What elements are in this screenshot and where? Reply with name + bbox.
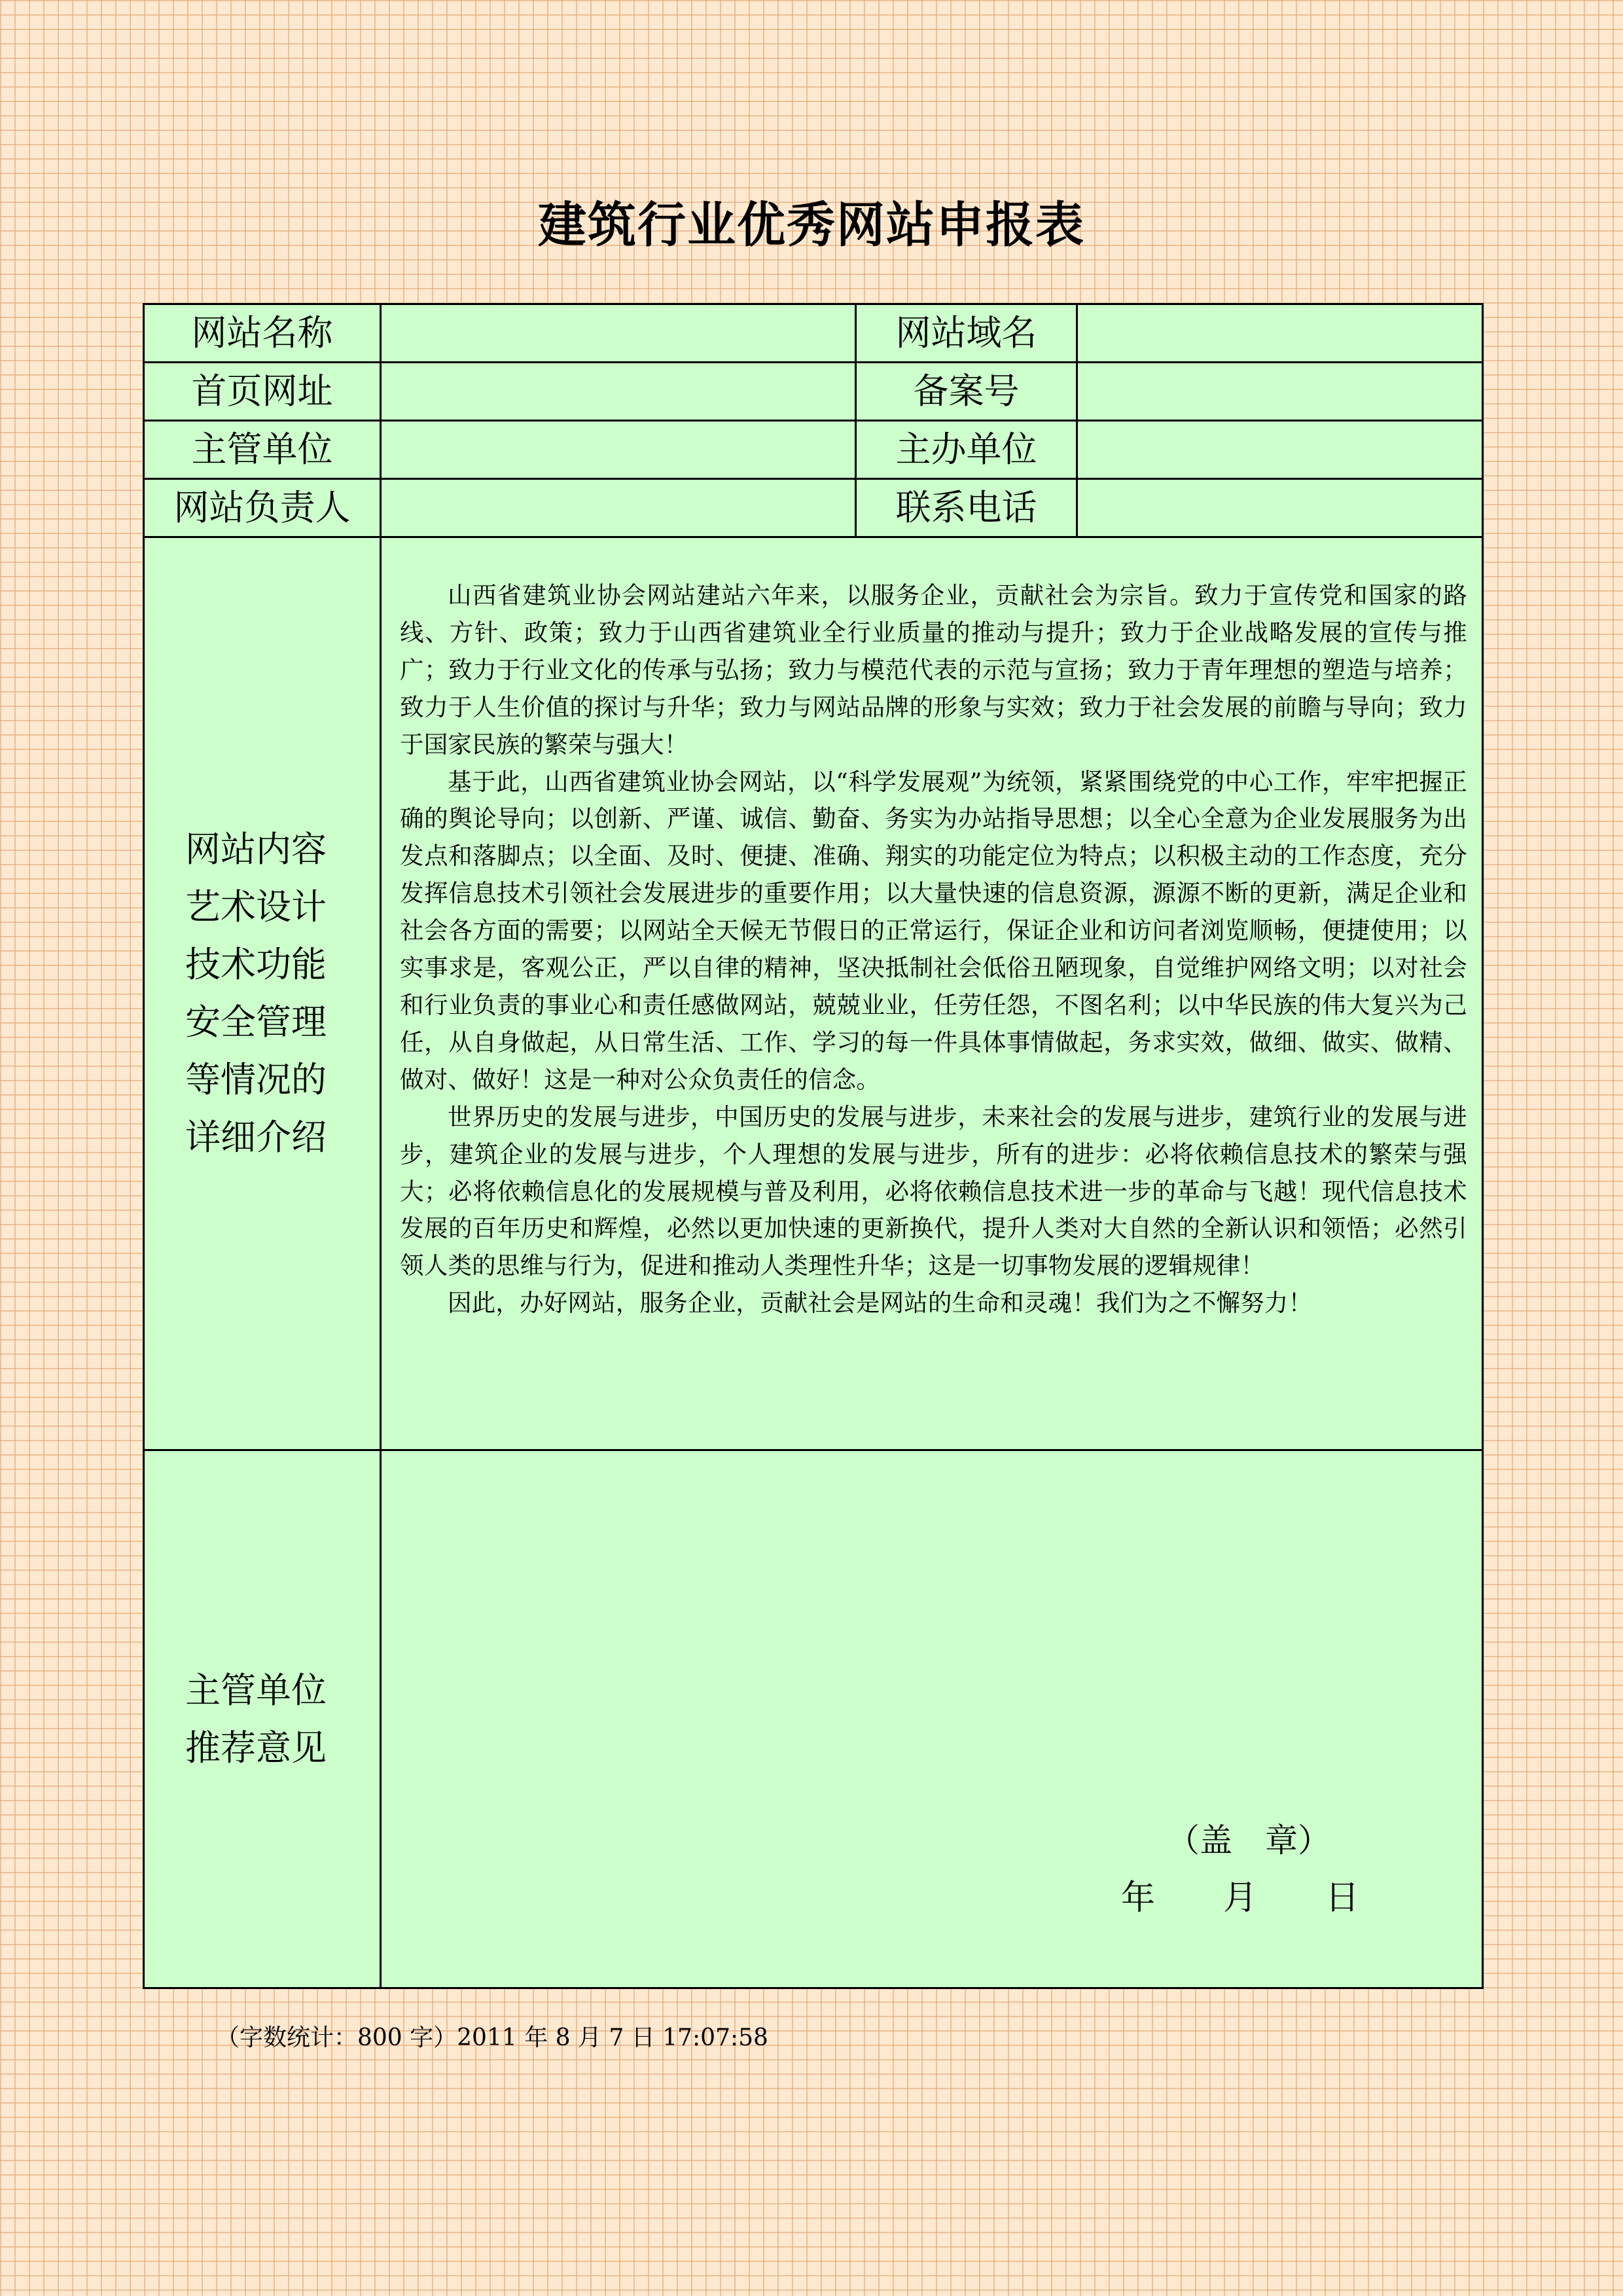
word-count-footer: （字数统计：800 字）2011 年 8 月 7 日 17:07:58 [216,2024,768,2051]
form-row [144,421,1483,479]
record-number-field[interactable] [1077,363,1483,421]
date-placeholder: 年 月 日 [1121,1878,1360,1918]
record-number-label: 备案号 [856,363,1077,421]
intro-label [144,537,381,1450]
intro-label-line: 技术功能 [185,944,327,985]
intro-label-line: 等情况的 [185,1059,327,1100]
form-row [144,363,1483,421]
recommend-row [144,1450,1483,1988]
site-manager-label: 网站负责人 [144,479,381,537]
intro-paragraph: 山西省建筑业协会网站建站六年来，以服务企业，贡献社会为宗旨。致力于宣传党和国家的路线、方针、政策；致力于山西省建筑业全行业质量的推动与提升；致力于企业战略发展的宣传与推广；致力于行业文化的传承与弘扬；致力与模范代表的示范与宣扬；致力于青年理想的塑造与培养；致力于人生价值的探讨与升华；致力与网站品牌的形象与实效；致力于社会发展的前瞻与导向；致力于国家民族的繁荣与强大！ [400,581,1467,759]
intro-content[interactable] [381,537,1483,1450]
stamp-placeholder: （盖 章） [1167,1821,1330,1859]
homepage-url-label: 首页网址 [144,363,381,421]
host-unit-field[interactable] [1077,421,1483,479]
page-title: 建筑行业优秀网站申报表 [538,197,1085,253]
supervisor-unit-field[interactable] [381,421,856,479]
intro-paragraph: 世界历史的发展与进步，中国历史的发展与进步，未来社会的发展与进步，建筑行业的发展与进步，建筑企业的发展与进步，个人理想的发展与进步，所有的进步：必将依赖信息技术的繁荣与强大；必将依赖信息化的发展规模与普及利用，必将依赖信息技术进一步的革命与飞越！现代信息技术发展的百年历史和辉煌，必然以更加快速的更新换代，提升人类对大自然的全新认识和领悟；必然引领人类的思维与行为，促进和推动人类理性升华；这是一切事物发展的逻辑规律！ [400,1102,1467,1280]
recommend-label-line: 主管单位 [185,1669,327,1711]
intro-paragraph: 基于此，山西省建筑业协会网站，以“科学发展观”为统领，紧紧围绕党的中心工作，牢牢把握正确的舆论导向；以创新、严谨、诚信、勤奋、务实为办站指导思想；以全心全意为企业发展服务为出发点和落脚点；以全面、及时、便捷、准确、翔实的功能定位为特点；以积极主动的工作态度，充分发挥信息技术引领社会发展进步的重要作用；以大量快速的信息资源，源源不断的更新，满足企业和社会各方面的需要；以网站全天候无节假日的正常运行，保证企业和访问者浏览顺畅，便捷使用；以实事求是，客观公正，严以自律的精神，坚决抵制社会低俗丑陋现象，自觉维护网络文明；以对社会和行业负责的事业心和责任感做网站，兢兢业业，任劳任怨，不图名利；以中华民族的伟大复兴为己任，从自身做起，从日常生活、工作、学习的每一件具体事情做起，务求实效，做细、做实、做精、做对、做好！这是一种对公众负责任的信念。 [400,767,1467,1094]
site-name-field[interactable] [381,304,856,363]
site-manager-field[interactable] [381,479,856,537]
application-form [143,303,1484,1989]
host-unit-label: 主办单位 [856,421,1077,479]
form-row [144,479,1483,537]
domain-field[interactable] [1077,304,1483,363]
intro-label-line: 网站内容 [185,829,327,870]
site-name-label: 网站名称 [144,304,381,363]
supervisor-unit-label: 主管单位 [144,421,381,479]
recommend-content[interactable] [381,1450,1483,1988]
recommend-label [144,1450,381,1988]
phone-field[interactable] [1077,479,1483,537]
intro-row [144,537,1483,1450]
intro-label-line: 详细介绍 [185,1117,327,1158]
intro-label-line: 安全管理 [185,1001,327,1043]
homepage-url-field[interactable] [381,363,856,421]
recommend-label-line: 推荐意见 [185,1727,327,1768]
phone-label: 联系电话 [856,479,1077,537]
intro-label-line: 艺术设计 [185,886,327,927]
domain-label: 网站域名 [856,304,1077,363]
intro-paragraph: 因此，办好网站，服务企业，贡献社会是网站的生命和灵魂！我们为之不懈努力！ [448,1289,1313,1318]
form-row [144,304,1483,363]
